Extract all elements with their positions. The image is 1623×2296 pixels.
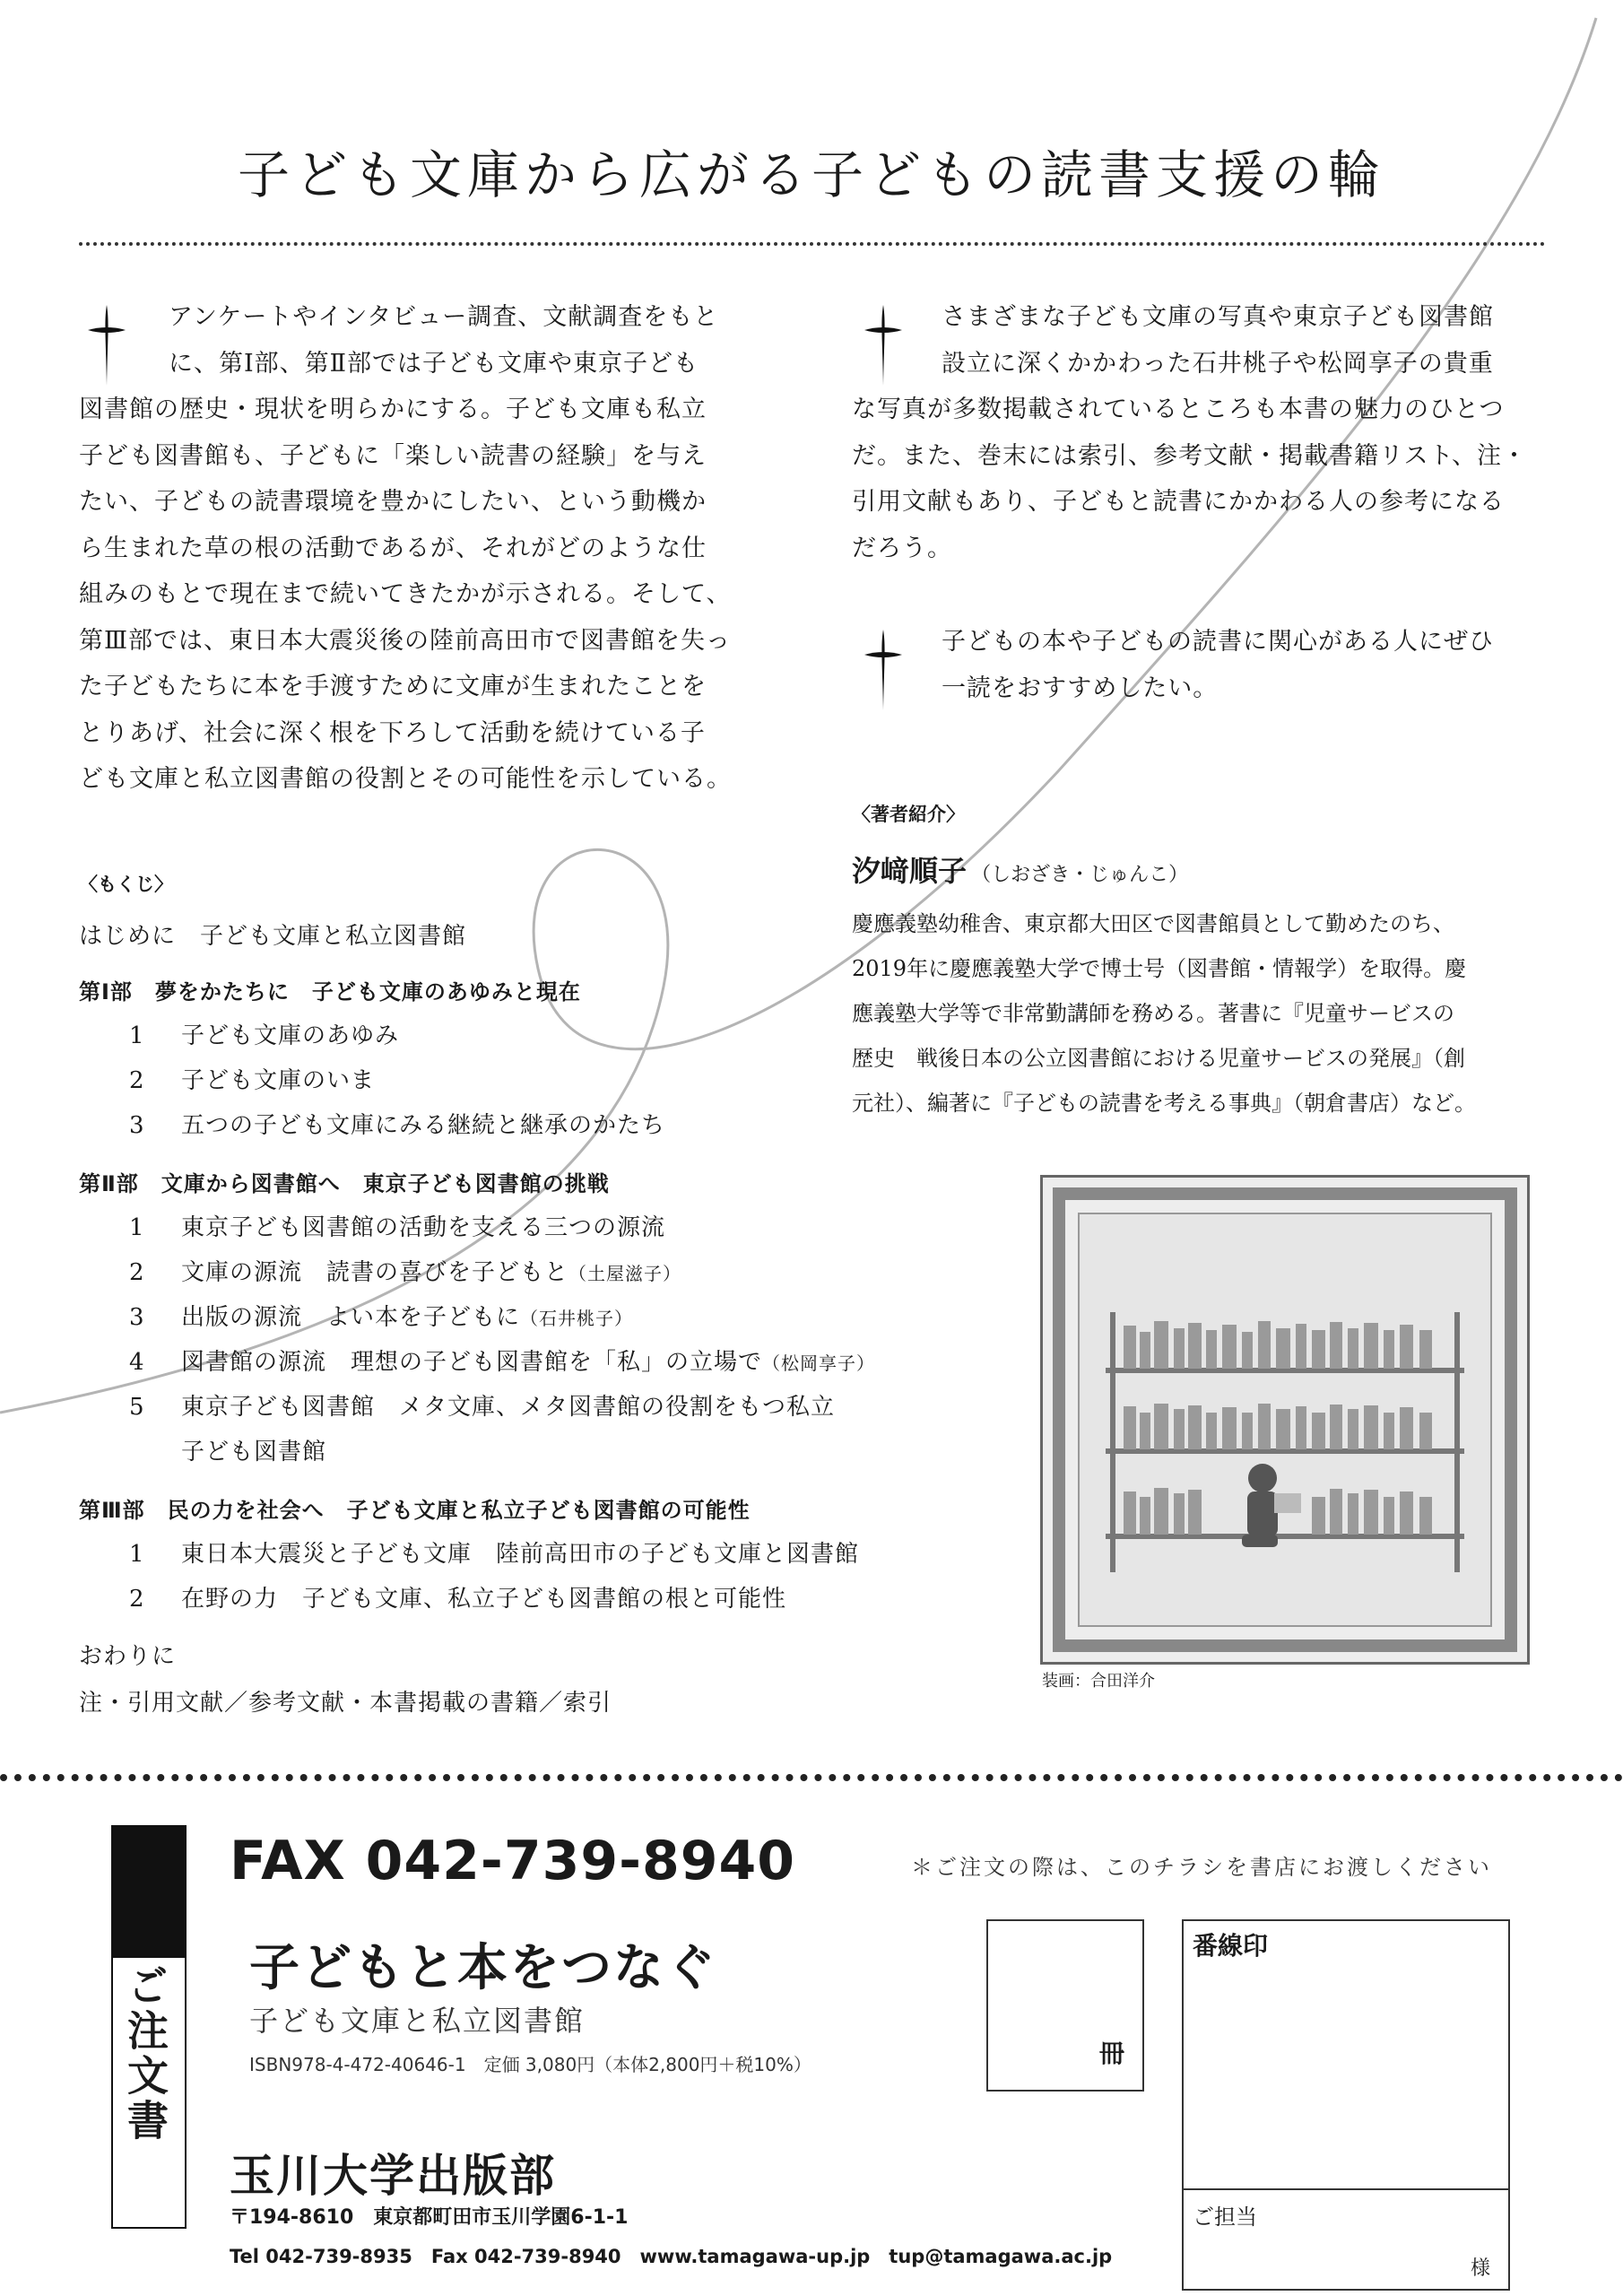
toc-item-number: 2 xyxy=(129,1259,145,1286)
toc-item-number: 5 xyxy=(129,1394,145,1421)
toc-item-note: （石井桃子） xyxy=(520,1308,634,1329)
text-line: た子どもたちに本を手渡すために文庫が生まれたことを xyxy=(79,673,707,700)
title-divider xyxy=(79,242,1546,246)
toc-item-number: 1 xyxy=(129,1541,145,1568)
toc-item xyxy=(79,1580,886,1638)
author-name-row xyxy=(852,848,1188,890)
toc-item xyxy=(79,1107,886,1164)
toc-item xyxy=(79,1062,886,1107)
toc-item-text: 子ども文庫のいま xyxy=(181,1067,376,1094)
text-line: に、第Ⅰ部、第Ⅱ部では子ども文庫や東京子ども xyxy=(169,349,699,378)
toc-item-text: 東京子ども図書館 メタ文庫、メタ図書館の役割をもつ私立 xyxy=(181,1394,836,1421)
author-name: 汐﨑順子 xyxy=(852,854,968,888)
toc-item-number: 3 xyxy=(129,1112,145,1139)
author-reading: （しおざき・じゅんこ） xyxy=(971,864,1189,886)
toc-item-text: 東京子ども図書館の活動を支える三つの源流 xyxy=(181,1214,666,1241)
text-line: だろう。 xyxy=(852,534,952,562)
text-line: 組みのもとで現在まで続いてきたかが示される。そして、 xyxy=(79,580,732,608)
toc-item xyxy=(79,1388,886,1433)
publisher-contact: Tel 042-739-8935 Fax 042-739-8940 www.tamagawa-up.jp tup@tamagawa.ac.jp xyxy=(230,2246,1113,2267)
quantity-unit: 冊 xyxy=(1099,2039,1125,2068)
toc-part-title: 第Ⅰ部 夢をかたちに 子ども文庫のあゆみと現在 xyxy=(79,979,581,1004)
toc-item-number: 4 xyxy=(129,1349,145,1376)
publisher-address: 〒194-8610 東京都町田市玉川学園6-1-1 xyxy=(230,2206,629,2229)
text-line: 應義塾大学等で非常勤講師を務める。著書に『児童サービスの xyxy=(852,1001,1454,1026)
author-bio xyxy=(852,901,1560,1126)
toc-item-note: （松岡享子） xyxy=(762,1352,876,1374)
book-subtitle: 子ども文庫と私立図書館 xyxy=(249,2004,586,2038)
toc-item-note: （土屋滋子） xyxy=(568,1263,682,1284)
text-line: 2019年に慶應義塾大学で博士号（図書館・情報学）を取得。慶 xyxy=(852,956,1467,981)
text-line: 第Ⅲ部では、東日本大震災後の陸前高田市で図書館を失っ xyxy=(79,626,732,655)
toc-item xyxy=(79,1344,886,1388)
order-form-divider xyxy=(0,1774,1623,1781)
toc-outro: おわりに xyxy=(79,1643,177,1670)
summary-paragraph-right-1 xyxy=(852,294,1551,571)
toc-item xyxy=(79,1254,886,1299)
bansen-stamp-box[interactable] xyxy=(1182,1919,1510,2291)
order-label: ご注文書 xyxy=(121,1964,169,2144)
text-line: 子ども図書館も、子どもに「楽しい読書の経験」を与え xyxy=(79,441,707,470)
summary-paragraph-right-2 xyxy=(852,619,1551,711)
isbn-price: ISBN978-4-472-40646-1 定価 3,080円（本体2,800円＋税10%） xyxy=(249,2054,812,2075)
toc-item-text: 子ども文庫のあゆみ xyxy=(181,1022,400,1049)
toc-item xyxy=(79,1209,886,1254)
summary-paragraph-left xyxy=(79,294,778,803)
toc-heading: 〈もくじ〉 xyxy=(79,874,173,895)
text-line: とりあげ、社会に深く根を下ろして活動を続けている子 xyxy=(79,718,706,747)
toc-item-number: 1 xyxy=(129,1022,145,1049)
toc-item xyxy=(79,1299,886,1344)
bookshelf-illustration xyxy=(1043,1178,1527,1662)
text-line: 引用文献もあり、子どもと読書にかかわる人の参考になる xyxy=(852,488,1505,516)
text-line: 設立に深くかかわった石井桃子や松岡享子の貴重 xyxy=(942,349,1494,378)
text-line: たい、子どもの読書環境を豊かにしたい、という動機か xyxy=(79,488,707,516)
toc-item-number: 2 xyxy=(129,1586,145,1613)
order-label-bar xyxy=(111,1825,187,1958)
text-line: 図書館の歴史・現状を明らかにする。子ども文庫も私立 xyxy=(79,396,707,423)
text-line: だ。また、巻末には索引、参考文献・掲載書籍リスト、注・ xyxy=(852,441,1528,470)
order-notice: ＊ご注文の際は、このチラシを書店にお渡しください xyxy=(911,1855,1492,1880)
toc-item-text: 出版の源流 よい本を子どもに xyxy=(181,1304,521,1331)
staff-label: ご担当 xyxy=(1193,2205,1257,2230)
text-line: 一読をおすすめしたい。 xyxy=(942,674,1219,702)
text-line: 元社）、編著に『子どもの読書を考える事典』（朝倉書店）など。 xyxy=(852,1091,1476,1116)
toc-intro: はじめに 子ども文庫と私立図書館 xyxy=(79,923,467,950)
illustration-caption: 装画：合田洋介 xyxy=(1042,1672,1155,1691)
text-line: 子どもの本や子どもの読書に関心がある人にぜひ xyxy=(942,628,1494,656)
toc-part-title: 第Ⅱ部 文庫から図書館へ 東京子ども図書館の挑戦 xyxy=(79,1171,610,1196)
staff-divider xyxy=(1182,2188,1508,2190)
book-title: 子どもと本をつなぐ xyxy=(249,1939,717,1997)
staff-input[interactable] xyxy=(1273,2239,1453,2274)
text-line: 慶應義塾幼稚舎、東京都大田区で図書館員として勤めたのち、 xyxy=(852,911,1454,936)
staff-suffix: 様 xyxy=(1471,2257,1491,2280)
text-line: さまざまな子ども文庫の写真や東京子ども図書館 xyxy=(942,303,1494,331)
toc-item-text: 五つの子ども文庫にみる継続と継承のかたち xyxy=(181,1112,666,1139)
toc-item-number: 3 xyxy=(129,1304,145,1331)
cover-illustration xyxy=(1040,1175,1530,1665)
toc-item xyxy=(79,1017,886,1062)
fax-number: FAX 042-739-8940 xyxy=(230,1830,795,1892)
toc-item-text: 在野の力 子ども文庫、私立子ども図書館の根と可能性 xyxy=(181,1586,787,1613)
toc-item-text: 東日本大震災と子ども文庫 陸前高田市の子ども文庫と図書館 xyxy=(181,1541,860,1568)
author-heading: 〈著者紹介〉 xyxy=(852,804,965,825)
text-line: ども文庫と私立図書館の役割とその可能性を示している。 xyxy=(79,765,732,793)
toc-item-number: 1 xyxy=(129,1214,145,1241)
publisher-name: 玉川大学出版部 xyxy=(230,2150,556,2202)
toc-part-title: 第Ⅲ部 民の力を社会へ 子ども文庫と私立子ども図書館の可能性 xyxy=(79,1498,751,1523)
text-line: な写真が多数掲載されているところも本書の魅力のひとつ xyxy=(852,396,1505,423)
page-title: 子ども文庫から広がる子どもの読書支援の輪 xyxy=(237,144,1385,205)
toc-appendix: 注・引用文献／参考文献・本書掲載の書籍／索引 xyxy=(79,1690,612,1717)
toc-item xyxy=(79,1535,886,1580)
toc-item-continuation: 子ども図書館 xyxy=(181,1439,327,1465)
text-line: 歴史 戦後日本の公立図書館における児童サービスの発展』（創 xyxy=(852,1046,1465,1071)
toc-item-text: 図書館の源流 理想の子ども図書館を「私」の立場で xyxy=(181,1349,763,1376)
text-line: ら生まれた草の根の活動であるが、それがどのような仕 xyxy=(79,534,707,562)
toc-item-number: 2 xyxy=(129,1067,145,1094)
table-of-contents xyxy=(79,915,886,1729)
text-line: アンケートやインタビュー調査、文献調査をもと xyxy=(169,303,719,331)
toc-item-text: 文庫の源流 読書の喜びを子どもと xyxy=(181,1259,569,1286)
bansen-stamp-label: 番線印 xyxy=(1193,1931,1269,1961)
